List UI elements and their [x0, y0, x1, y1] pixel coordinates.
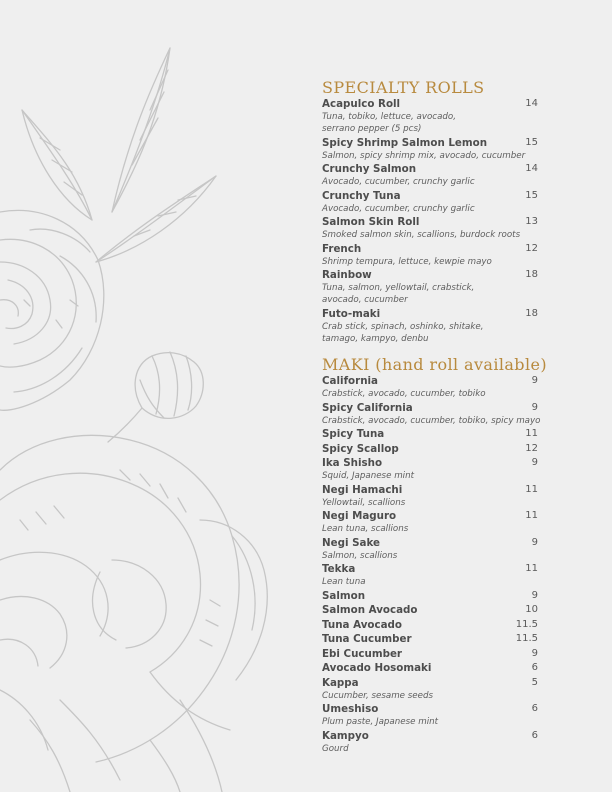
menu-item-price-spicy-california: 9 — [531, 401, 538, 413]
menu-item-name-umeshiso: Umeshiso — [322, 703, 379, 715]
menu-item-price-crunchy-salmon: 14 — [525, 163, 538, 174]
menu-item-description: Crab stick, spinach, oshinko, shitake, — [322, 321, 484, 332]
menu-item-name-negi-hamachi: Negi Hamachi — [322, 483, 403, 496]
menu-item-price-spicy-tuna: 11 — [525, 428, 538, 439]
menu-item-price-spicy-shrimp-salmon-lemon: 15 — [525, 136, 538, 148]
menu-item-price-kappa: 5 — [531, 676, 538, 688]
menu-item-price-umeshiso: 6 — [531, 703, 538, 714]
menu-item-description: Tuna, salmon, yellowtail, crabstick, — [322, 283, 475, 293]
menu-item-name-negi-sake: Negi Sake — [322, 536, 381, 549]
menu-item-name-futo-maki: Futo-maki — [322, 307, 381, 320]
menu-item-price-spicy-scallop: 12 — [525, 442, 538, 454]
menu-item-description: Crabstick, avocado, cucumber, tobiko — [322, 389, 486, 399]
menu-item-name-french: French — [322, 242, 362, 255]
menu-item-name-kappa: Kappa — [322, 676, 359, 689]
menu-item-description: Lean tuna — [322, 577, 366, 587]
menu-item-name-tekka: Tekka — [322, 563, 356, 575]
menu-item-name-rainbow: Rainbow — [322, 269, 372, 281]
menu-item-description: Lean tuna, scallions — [322, 524, 409, 534]
menu-item-name-spicy-scallop: Spicy Scallop — [322, 442, 399, 455]
menu-item-price-futo-maki: 18 — [525, 307, 538, 319]
menu-item-name-ebi-cucumber: Ebi Cucumber — [322, 647, 403, 660]
menu-item-price-acapulco-roll: 14 — [525, 98, 538, 109]
menu-item-name-kampyo: Kampyo — [322, 729, 369, 742]
menu-item-name-tuna-cucumber: Tuna Cucumber — [322, 633, 412, 645]
menu-item-price-tuna-cucumber: 11.5 — [515, 633, 538, 644]
menu-item-name-crunchy-salmon: Crunchy Salmon — [322, 163, 417, 175]
menu-item-description: tamago, kampyo, denbu — [322, 333, 429, 344]
menu-item-description: Squid, Japanese mint — [322, 471, 414, 481]
menu-item-price-salmon-skin-roll: 13 — [525, 216, 538, 227]
menu-item-description: Crabstick, avocado, cucumber, tobiko, spicy mayo — [322, 415, 541, 426]
menu-item-name-avocado-hosomaki: Avocado Hosomaki — [322, 662, 432, 674]
specialty-section-title: SPECIALTY ROLLS — [322, 78, 485, 97]
menu-item-description: Gourd — [322, 743, 349, 754]
floral-illustration — [0, 0, 300, 792]
menu-item-name-tuna-avocado: Tuna Avocado — [322, 618, 402, 631]
menu-item-price-salmon-avocado: 10 — [525, 604, 538, 615]
menu-item-name-spicy-california: Spicy California — [322, 401, 413, 414]
menu-item-name-california: California — [322, 375, 379, 387]
menu-item-price-tuna-avocado: 11.5 — [515, 618, 538, 630]
menu-item-price-french: 12 — [525, 242, 538, 254]
menu-item-price-ika-shisho: 9 — [531, 457, 538, 468]
menu-item-name-spicy-tuna: Spicy Tuna — [322, 428, 385, 440]
menu-item-price-rainbow: 18 — [525, 269, 538, 280]
menu-item-name-salmon-avocado: Salmon Avocado — [322, 604, 418, 616]
menu-item-description: Tuna, tobiko, lettuce, avocado, — [322, 112, 457, 122]
menu-item-price-crunchy-tuna: 15 — [525, 189, 538, 201]
menu-item-description: Yellowtail, scallions — [322, 497, 406, 508]
menu-item-description: avocado, cucumber — [322, 295, 408, 305]
menu-item-description: serrano pepper (5 pcs) — [322, 124, 422, 134]
menu-item-name-spicy-shrimp-salmon-lemon: Spicy Shrimp Salmon Lemon — [322, 136, 488, 149]
menu-item-name-ika-shisho: Ika Shisho — [322, 457, 383, 469]
menu-item-description: Cucumber, sesame seeds — [322, 690, 434, 701]
menu-item-price-negi-hamachi: 11 — [525, 483, 538, 495]
menu-item-description: Smoked salmon skin, scallions, burdock roots — [322, 230, 521, 240]
menu-item-price-negi-maguro: 11 — [525, 510, 538, 521]
menu-item-description: Avocado, cucumber, crunchy garlic — [322, 177, 475, 187]
menu-item-description: Salmon, scallions — [322, 550, 398, 561]
menu-item-price-negi-sake: 9 — [531, 536, 538, 548]
menu-item-price-ebi-cucumber: 9 — [531, 647, 538, 659]
menu-item-description: Plum paste, Japanese mint — [322, 717, 439, 727]
menu-item-price-kampyo: 6 — [531, 729, 538, 741]
menu-item-price-avocado-hosomaki: 6 — [531, 662, 538, 673]
maki-section-title: MAKI (hand roll available) — [322, 355, 547, 374]
menu-item-name-salmon-skin-roll: Salmon Skin Roll — [322, 216, 420, 228]
menu-item-name-salmon: Salmon — [322, 589, 366, 602]
menu-item-price-california: 9 — [531, 375, 538, 386]
menu-item-price-tekka: 11 — [525, 563, 538, 574]
menu-column — [322, 0, 612, 792]
menu-item-name-crunchy-tuna: Crunchy Tuna — [322, 189, 401, 202]
menu-item-name-negi-maguro: Negi Maguro — [322, 510, 397, 522]
menu-item-price-salmon: 9 — [531, 589, 538, 601]
menu-item-name-acapulco-roll: Acapulco Roll — [322, 98, 401, 110]
menu-item-description: Salmon, spicy shrimp mix, avocado, cucumber — [322, 150, 526, 161]
menu-item-description: Shrimp tempura, lettuce, kewpie mayo — [322, 256, 492, 267]
menu-item-description: Avocado, cucumber, crunchy garlic — [322, 203, 475, 214]
